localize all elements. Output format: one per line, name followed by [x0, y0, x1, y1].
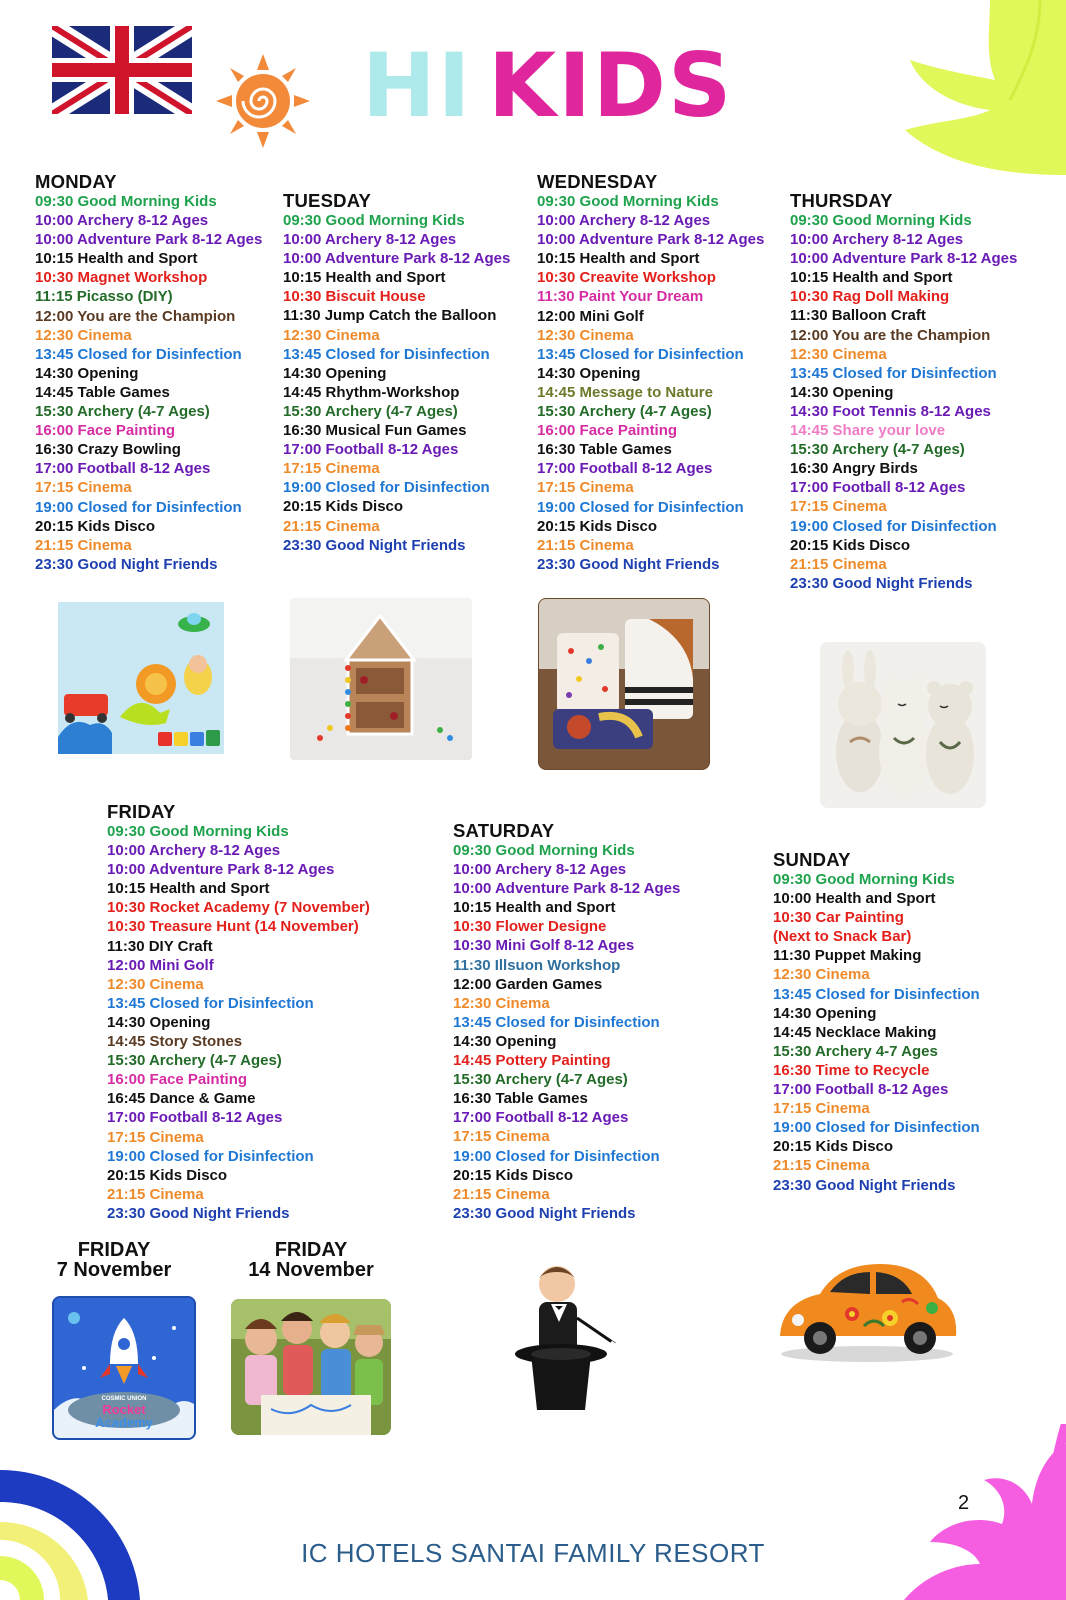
- schedule-item: (Next to Snack Bar): [773, 928, 912, 946]
- rocket-academy-badge: [52, 1296, 196, 1440]
- schedule-item: 21:15 Cinema: [537, 536, 634, 554]
- tuesday-column: [283, 190, 510, 555]
- schedule-item: 20:15 Kids Disco: [283, 498, 404, 516]
- schedule-item: 12:00 Garden Games: [453, 975, 603, 993]
- schedule-item: 17:00 Football 8-12 Ages: [790, 479, 966, 497]
- schedule-item: 10:00 Archery 8-12 Ages: [453, 861, 627, 879]
- schedule-item: 10:00 Adventure Park 8-12 Ages: [283, 250, 511, 268]
- schedule-item: 15:30 Archery (4-7 Ages): [790, 441, 965, 459]
- schedule-item: 15:30 Archery (4-7 Ages): [35, 403, 210, 421]
- schedule-item: 17:15 Cinema: [35, 479, 132, 497]
- schedule-item: 17:00 Football 8-12 Ages: [35, 460, 211, 478]
- treasure-hunt-photo: [231, 1299, 391, 1435]
- schedule-item: 12:30 Cinema: [107, 975, 204, 993]
- friday-label-line2: 7 November: [56, 1259, 172, 1281]
- schedule-item: 09:30 Good Morning Kids: [107, 823, 289, 840]
- schedule-item: 09:30 Good Morning Kids: [35, 193, 217, 210]
- schedule-item: 17:00 Football 8-12 Ages: [773, 1081, 949, 1099]
- schedule-item: 17:15 Cinema: [790, 498, 887, 516]
- schedule-item: 15:30 Archery 4-7 Ages: [773, 1042, 938, 1060]
- pink-splash-decoration: [884, 1424, 1066, 1600]
- schedule-item: 16:30 Time to Recycle: [773, 1061, 930, 1079]
- wednesday-column: [537, 171, 764, 574]
- schedule-item: 21:15 Cinema: [790, 555, 887, 573]
- schedule-item: 14:45 Rhythm-Workshop: [283, 383, 460, 401]
- schedule-item: 20:15 Kids Disco: [790, 536, 911, 554]
- schedule-item: 17:15 Cinema: [283, 460, 380, 478]
- schedule-item: 16:30 Table Games: [453, 1090, 588, 1108]
- friday-column: [107, 801, 370, 1223]
- schedule-item: 14:45 Necklace Making: [773, 1023, 937, 1041]
- schedule-item: 10:30 Magnet Workshop: [35, 269, 208, 287]
- schedule-item: 16:00 Face Painting: [35, 422, 176, 440]
- schedule-item: 14:45 Pottery Painting: [453, 1052, 611, 1070]
- page-number: 2: [958, 1492, 970, 1514]
- schedule-item: 10:30 Flower Designe: [453, 918, 607, 936]
- schedule-item: 23:30 Good Night Friends: [537, 555, 720, 573]
- rocket-badge-line2: Rocket: [102, 1402, 146, 1417]
- schedule-item: 10:00 Adventure Park 8-12 Ages: [35, 231, 263, 249]
- schedule-item: 13:45 Closed for Disinfection: [107, 994, 314, 1012]
- schedule-item: 20:15 Kids Disco: [537, 517, 658, 535]
- schedule-item: 19:00 Closed for Disinfection: [537, 498, 744, 516]
- schedule-item: 09:30 Good Morning Kids: [283, 212, 465, 229]
- day-title: SATURDAY: [453, 820, 555, 841]
- schedule-item: 14:30 Opening: [107, 1013, 211, 1031]
- schedule-item: 14:45 Share your love: [790, 422, 946, 440]
- schedule-item: 17:15 Cinema: [453, 1128, 550, 1146]
- schedule-item: 11:30 Balloon Craft: [790, 307, 926, 325]
- schedule-item: 09:30 Good Morning Kids: [537, 193, 719, 210]
- schedule-item: 23:30 Good Night Friends: [790, 574, 973, 592]
- friday-14-november-label: [232, 1240, 390, 1280]
- painted-beetle-car: [772, 1256, 962, 1364]
- schedule-item: 16:00 Face Painting: [537, 422, 678, 440]
- schedule-item: 10:00 Archery 8-12 Ages: [790, 231, 964, 249]
- schedule-item: 23:30 Good Night Friends: [107, 1204, 290, 1222]
- rag-dolls-photo: [820, 642, 986, 808]
- schedule-item: 20:15 Kids Disco: [107, 1166, 228, 1184]
- schedule-item: 10:15 Health and Sport: [790, 269, 953, 287]
- schedule-item: 11:30 Paint Your Dream: [537, 288, 704, 306]
- schedule-item: 16:45 Dance & Game: [107, 1090, 256, 1108]
- schedule-item: 12:30 Cinema: [35, 326, 132, 344]
- uk-flag-icon: [52, 26, 192, 114]
- schedule-item: 10:00 Archery 8-12 Ages: [107, 842, 281, 860]
- schedule-item: 12:00 Mini Golf: [537, 307, 644, 325]
- schedule-item: 10:15 Health and Sport: [453, 899, 616, 917]
- schedule-item: 13:45 Closed for Disinfection: [453, 1013, 660, 1031]
- friday-label-line2: 14 November: [248, 1259, 374, 1281]
- schedule-item: 21:15 Cinema: [773, 1157, 870, 1175]
- schedule-item: 16:30 Table Games: [537, 441, 672, 459]
- schedule-item: 11:15 Picasso (DIY): [35, 288, 173, 306]
- schedule-item: 14:30 Opening: [537, 364, 641, 382]
- schedule-item: 12:30 Cinema: [773, 966, 870, 984]
- schedule-item: 23:30 Good Night Friends: [35, 555, 218, 573]
- schedule-item: 10:30 Mini Golf 8-12 Ages: [453, 937, 635, 955]
- schedule-item: 09:30 Good Morning Kids: [453, 842, 635, 859]
- saturday-column: [453, 820, 680, 1223]
- schedule-item: 17:00 Football 8-12 Ages: [283, 441, 459, 459]
- friday-label-line1: FRIDAY: [77, 1239, 151, 1261]
- thursday-column: [790, 190, 1017, 593]
- schedule-item: 17:15 Cinema: [537, 479, 634, 497]
- schedule-item: 19:00 Closed for Disinfection: [35, 498, 242, 516]
- schedule-item: 16:30 Angry Birds: [790, 460, 918, 478]
- schedule-item: 23:30 Good Night Friends: [283, 536, 466, 554]
- day-title: THURSDAY: [790, 190, 893, 211]
- schedule-item: 14:30 Opening: [283, 364, 387, 382]
- schedule-item: 17:15 Cinema: [107, 1128, 204, 1146]
- schedule-item: 20:15 Kids Disco: [453, 1166, 574, 1184]
- schedule-item: 09:30 Good Morning Kids: [790, 212, 972, 229]
- schedule-item: 20:15 Kids Disco: [35, 517, 156, 535]
- day-title: MONDAY: [35, 171, 117, 192]
- schedule-item: 14:30 Opening: [35, 364, 139, 382]
- schedule-item: 14:45 Message to Nature: [537, 383, 713, 401]
- schedule-item: 19:00 Closed for Disinfection: [790, 517, 997, 535]
- schedule-item: 09:30 Good Morning Kids: [773, 871, 955, 888]
- schedule-item: 23:30 Good Night Friends: [773, 1176, 956, 1194]
- schedule-item: 21:15 Cinema: [35, 536, 132, 554]
- schedule-item: 14:30 Opening: [773, 1004, 877, 1022]
- schedule-item: 11:30 Puppet Making: [773, 947, 922, 965]
- schedule-item: 10:30 Rocket Academy (7 November): [107, 899, 370, 917]
- schedule-item: 10:30 Creavite Workshop: [537, 269, 716, 287]
- day-title: FRIDAY: [107, 801, 176, 822]
- schedule-item: 19:00 Closed for Disinfection: [107, 1147, 314, 1165]
- soap-bars-photo: [538, 598, 710, 770]
- sun-icon: [208, 46, 318, 156]
- schedule-item: 17:15 Cinema: [773, 1100, 870, 1118]
- schedule-item: 15:30 Archery (4-7 Ages): [283, 402, 458, 420]
- schedule-item: 10:30 Car Painting: [773, 909, 904, 927]
- schedule-item: 10:15 Health and Sport: [107, 880, 270, 898]
- schedule-item: 12:00 You are the Champion: [35, 307, 236, 325]
- schedule-item: 10:00 Adventure Park 8-12 Ages: [537, 231, 765, 249]
- schedule-item: 15:30 Archery (4-7 Ages): [107, 1052, 282, 1070]
- rocket-badge-line1: COSMIC UNION: [101, 1396, 147, 1402]
- monday-column: [35, 171, 262, 574]
- schedule-item: 14:30 Opening: [453, 1032, 557, 1050]
- schedule-item: 10:00 Health and Sport: [773, 890, 936, 908]
- friday-7-november-label: [42, 1240, 186, 1280]
- schedule-item: 12:30 Cinema: [790, 345, 887, 363]
- schedule-item: 10:15 Health and Sport: [35, 250, 198, 268]
- schedule-item: 10:00 Archery 8-12 Ages: [35, 212, 209, 230]
- biscuit-house-photo: [290, 598, 472, 760]
- lime-leaf-decoration: [890, 0, 1066, 175]
- schedule-item: 17:00 Football 8-12 Ages: [537, 460, 713, 478]
- schedule-item: 17:00 Football 8-12 Ages: [453, 1109, 629, 1127]
- schedule-item: 10:30 Rag Doll Making: [790, 288, 950, 306]
- schedule-item: 13:45 Closed for Disinfection: [537, 345, 744, 363]
- schedule-item: 21:15 Cinema: [453, 1185, 550, 1203]
- schedule-item: 13:45 Closed for Disinfection: [283, 345, 490, 363]
- schedule-item: 10:15 Health and Sport: [537, 250, 700, 268]
- rainbow-decoration: [0, 1460, 150, 1600]
- schedule-item: 23:30 Good Night Friends: [453, 1204, 636, 1222]
- schedule-item: 10:00 Adventure Park 8-12 Ages: [790, 250, 1018, 268]
- schedule-item: 21:15 Cinema: [107, 1185, 204, 1203]
- schedule-item: 10:30 Biscuit House: [283, 288, 426, 306]
- schedule-item: 12:30 Cinema: [283, 326, 380, 344]
- schedule-item: 17:00 Football 8-12 Ages: [107, 1109, 283, 1127]
- schedule-item: 11:30 Illsuon Workshop: [453, 956, 621, 974]
- schedule-item: 12:00 You are the Champion: [790, 326, 991, 344]
- friday-label-line1: FRIDAY: [274, 1239, 348, 1261]
- schedule-item: 10:15 Health and Sport: [283, 269, 446, 287]
- schedule-item: 10:00 Adventure Park 8-12 Ages: [107, 861, 335, 879]
- schedule-item: 19:00 Closed for Disinfection: [773, 1119, 980, 1137]
- title-kids: KIDS: [488, 34, 734, 137]
- schedule-item: 19:00 Closed for Disinfection: [283, 479, 490, 497]
- schedule-item: 16:30 Crazy Bowling: [35, 441, 181, 459]
- day-title: SUNDAY: [773, 849, 851, 870]
- day-title: WEDNESDAY: [537, 171, 658, 192]
- schedule-item: 13:45 Closed for Disinfection: [35, 345, 242, 363]
- day-title: TUESDAY: [283, 190, 372, 211]
- schedule-item: 10:00 Adventure Park 8-12 Ages: [453, 880, 681, 898]
- schedule-item: 11:30 DIY Craft: [107, 937, 213, 955]
- schedule-item: 12:30 Cinema: [537, 326, 634, 344]
- footer-resort-name: IC HOTELS SANTAI FAMILY RESORT: [301, 1538, 765, 1568]
- schedule-item: 14:45 Table Games: [35, 383, 170, 401]
- rocket-badge-line3: Academy: [95, 1415, 153, 1430]
- title-hi: HI: [362, 34, 473, 137]
- schedule-item: 14:30 Foot Tennis 8-12 Ages: [790, 402, 991, 420]
- schedule-item: 12:30 Cinema: [453, 994, 550, 1012]
- magnet-toys-photo: [58, 602, 224, 754]
- schedule-item: 21:15 Cinema: [283, 517, 380, 535]
- schedule-item: 20:15 Kids Disco: [773, 1138, 894, 1156]
- schedule-item: 13:45 Closed for Disinfection: [790, 364, 997, 382]
- schedule-item: 10:00 Archery 8-12 Ages: [283, 231, 457, 249]
- schedule-item: 11:30 Jump Catch the Balloon: [283, 307, 497, 325]
- schedule-item: 16:00 Face Painting: [107, 1071, 248, 1089]
- schedule-item: 16:30 Musical Fun Games: [283, 422, 467, 440]
- schedule-item: 12:00 Mini Golf: [107, 956, 214, 974]
- schedule-item: 10:00 Archery 8-12 Ages: [537, 212, 711, 230]
- rocket-badge-text: [54, 1396, 194, 1429]
- schedule-item: 13:45 Closed for Disinfection: [773, 985, 980, 1003]
- schedule-item: 19:00 Closed for Disinfection: [453, 1147, 660, 1165]
- schedule-item: 14:45 Story Stones: [107, 1033, 243, 1051]
- schedule-item: 14:30 Opening: [790, 383, 894, 401]
- schedule-item: 15:30 Archery (4-7 Ages): [453, 1071, 628, 1089]
- schedule-item: 15:30 Archery (4-7 Ages): [537, 403, 712, 421]
- schedule-item: 10:30 Treasure Hunt (14 November): [107, 918, 359, 936]
- sunday-column: [773, 849, 980, 1195]
- magician-boy-photo: [505, 1258, 627, 1416]
